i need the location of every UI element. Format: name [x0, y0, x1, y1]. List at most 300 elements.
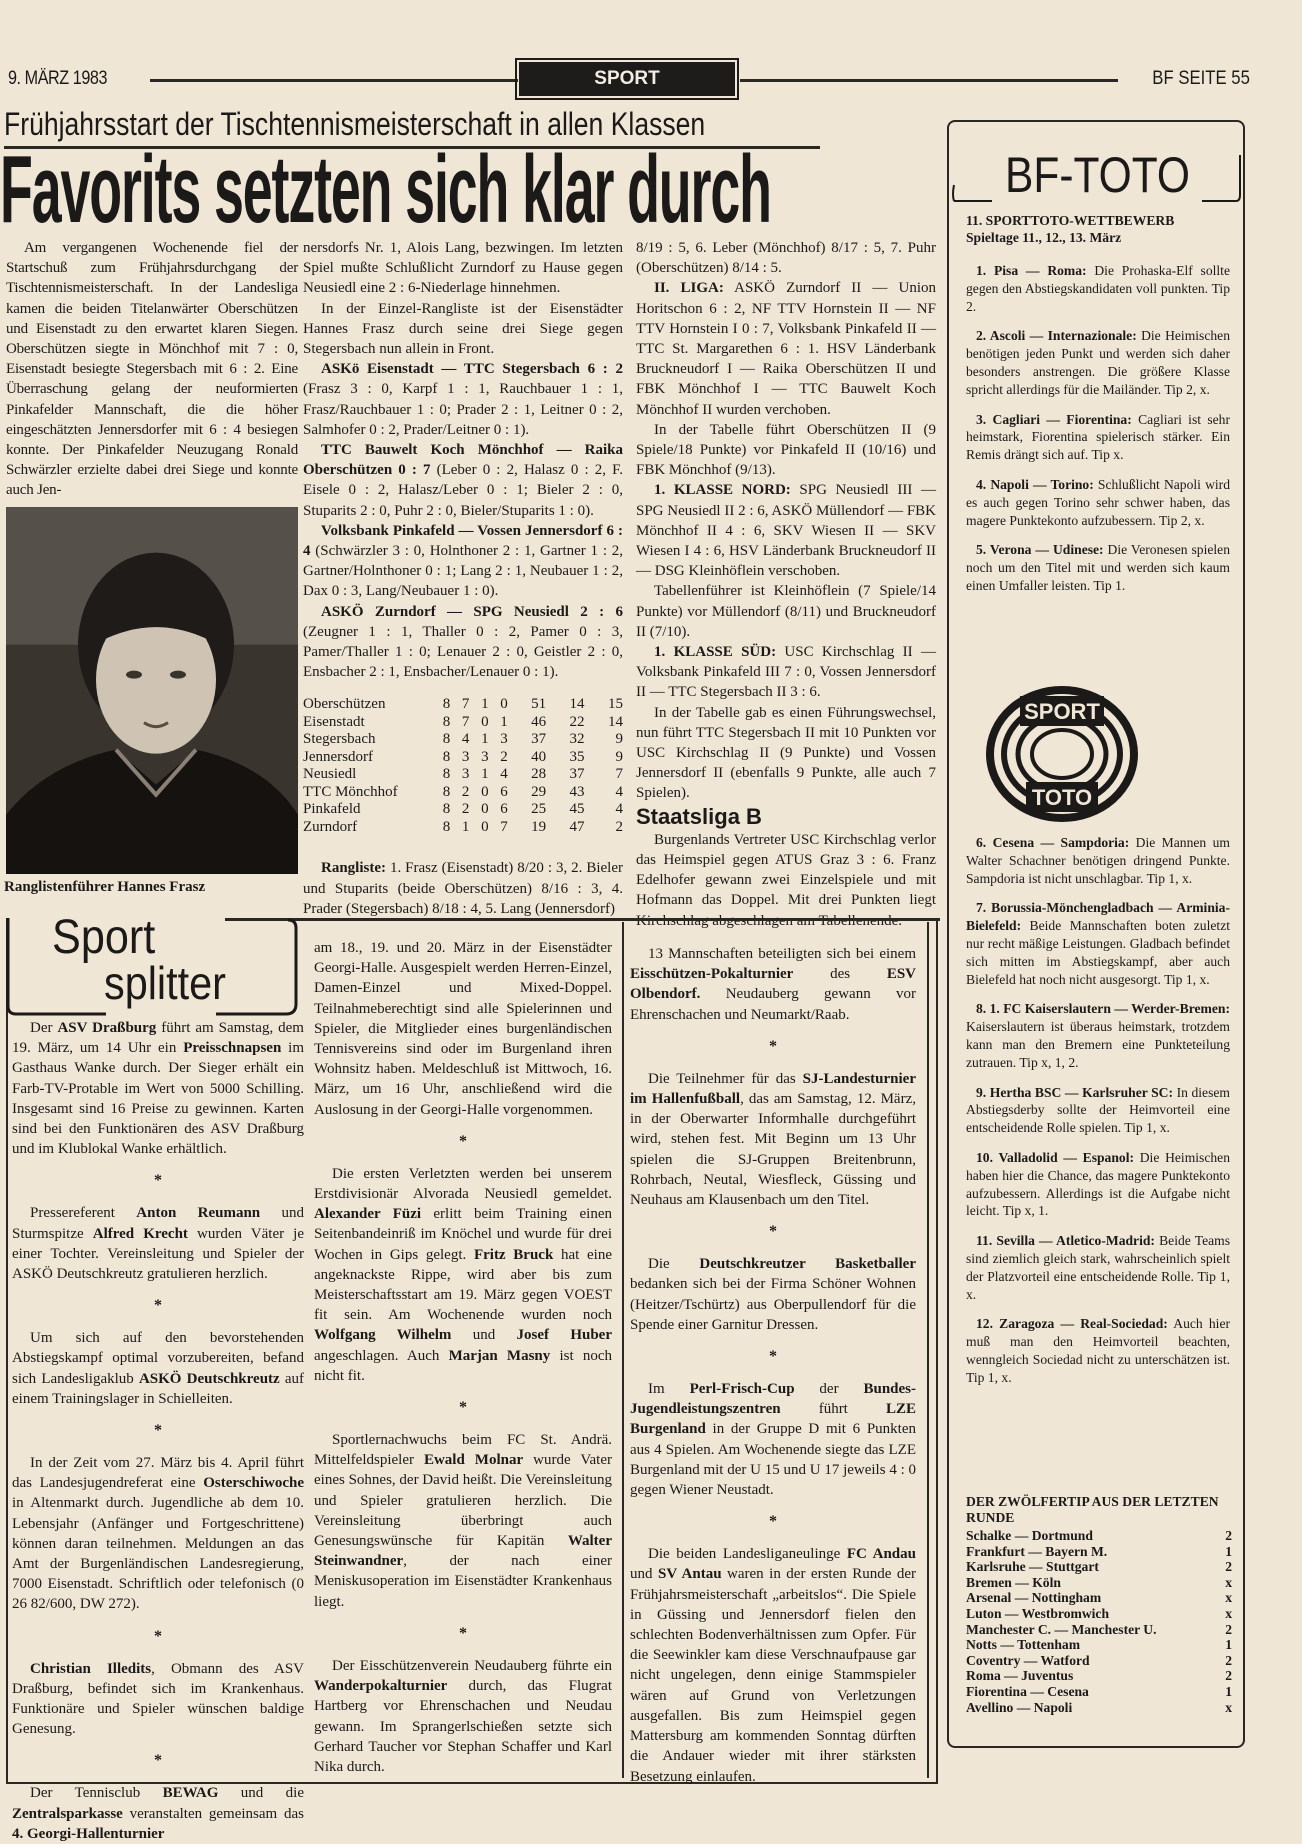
bold-text: FC Andau	[846, 1546, 916, 1563]
table-row	[303, 749, 623, 767]
paragraph	[314, 1656, 612, 1777]
text-run: Die Veronesen spielen noch um den Titel mit und werden sich kaum einen Umfaller leisten. Tip 1.	[966, 542, 1230, 593]
stat-cell: 37	[531, 731, 547, 748]
sportsplitter-column-2	[314, 938, 612, 1777]
bold-text: 7. Borussia-Mönchengladbach — Arminia-Bielefeld:	[966, 900, 1230, 934]
bold-text: 5. Verona — Udinese:	[976, 542, 1104, 558]
text-run: (Frasz 3 : 0, Karpf 1 : 1, Rauchbauer 1 : 1, Frasz/Rauchbauer 1 : 0; Prader 2 : 1, Leitner 0 : 2, Salmhofer 0 : 2, Prader/Leitner 0 : 1).	[303, 381, 623, 438]
separator-asterisk: *	[459, 1624, 467, 1642]
match: Luton — Westbromwich	[966, 1605, 1110, 1621]
text-run: , das am Samstag, 12. März, in der Oberwarter Informhalle durchgeführt wird, stehen fest. Mit Beginn um 13 Uhr spielen die SJ-Gruppen Breitenbrunn, Rohrbach, Neutal, Wiesfleck, Güssing und Neuhaus am Klausenbach um den Titel.	[630, 1091, 916, 1209]
text-run: Auch hier muß man den Heimvorteil beachten, wenngleich Sociedad nicht zu unterschätzen ist. Tip 1, x.	[966, 1316, 1231, 1385]
sport-toto-logo-top: SPORT	[1024, 699, 1100, 724]
stat-cell: 8	[442, 818, 451, 835]
text-run: Die Teilnehmer für das	[648, 1070, 803, 1087]
bold-text: 3. Cagliari — Fiorentina:	[976, 411, 1132, 427]
paragraph	[12, 1328, 304, 1409]
paragraph	[636, 480, 936, 581]
paragraph	[966, 899, 1230, 988]
stat-cell: 1	[481, 766, 489, 783]
stat-cell: 0	[481, 801, 489, 818]
team-name: Jennersdorf	[303, 748, 373, 765]
bold-text: Bundes-Jugendleistungszentren	[630, 1381, 917, 1418]
section-heading: Staatsliga B	[636, 803, 762, 829]
paragraph	[966, 476, 1230, 529]
text-run: In der Tabelle führt Oberschützen II (9 Spiele/18 Punkte) vor Pinkafeld II (10/16) und FBK Mönchhof (9/13).	[636, 421, 936, 479]
section-label: SPORT	[519, 62, 735, 96]
bold-text: Osterschiwoche	[203, 1475, 304, 1492]
result-row	[966, 1700, 1232, 1716]
sportsplitter-column-1	[12, 1018, 304, 1844]
tip: 1	[1225, 1683, 1232, 1699]
text-run: 13 Mannschaften beteiligten sich bei einem	[648, 946, 916, 962]
separator-asterisk: *	[154, 1752, 162, 1770]
result-row	[966, 1575, 1232, 1591]
bold-text: ASV Draßburg	[57, 1020, 157, 1036]
player-photo	[6, 507, 298, 874]
tip: 1	[1225, 1637, 1232, 1653]
stat-cell: 4	[615, 783, 623, 800]
bold-text: BEWAG	[162, 1785, 219, 1802]
paragraph	[303, 299, 623, 360]
photo-caption: Ranglistenführer Hannes Frasz	[4, 879, 206, 895]
toto-tips-1-5	[966, 262, 1230, 595]
bold-text: 11. Sevilla — Atletico-Madrid:	[976, 1233, 1155, 1249]
match: Schalke — Dortmund	[966, 1528, 1093, 1543]
paragraph	[303, 440, 623, 521]
table-row	[303, 784, 623, 802]
stat-cell: 7	[461, 713, 470, 730]
standings-table	[303, 696, 623, 836]
stat-cell: 3	[500, 731, 508, 748]
text-run: Die Prohaska-Elf sollte gegen den Abstiegskandidaten voll punkten. Tip 2.	[966, 263, 1230, 314]
paragraph	[636, 238, 936, 278]
bold-text: 9. Hertha BSC — Karlsruher SC:	[976, 1084, 1173, 1100]
bold-text: Preisschnapsen	[183, 1040, 282, 1057]
result-row	[966, 1544, 1232, 1560]
tip: x	[1225, 1699, 1232, 1715]
paragraph	[966, 541, 1230, 594]
tip: x	[1225, 1605, 1232, 1621]
bold-text: ASKÖ Zurndorf — SPG Neusiedl 2 : 6	[321, 603, 623, 620]
bold-text: Wolfgang Wilhelm	[314, 1327, 452, 1344]
stat-cell: 0	[481, 818, 489, 835]
article-column-1	[6, 238, 298, 501]
bold-text: Josef Huber	[516, 1327, 612, 1344]
tip: 2	[1225, 1621, 1232, 1637]
result-row	[966, 1606, 1232, 1622]
paragraph	[630, 1379, 916, 1500]
bold-text: ASKÖ Deutschkreutz	[138, 1370, 280, 1387]
text-run: waren in der ersten Runde der Frühjahrsmeisterschaft „arbeitslos“. Die Spiele in Güssing und Jennersdorf fielen den schlechten Bodenverhältnissen zum Opfer. Für die Seewinkler kam diese Verschnaufpause gar nicht ungelegen, denn einige Stammspieler wären auf Grund von Verletzungen ausgefallen. Bis zum Heimspiel gegen Mattersburg am kommenden Sonntag dürften die Andauer wieder mit ihrer stärksten Besetzung einlaufen.	[630, 1566, 917, 1785]
stat-cell: 7	[461, 696, 470, 713]
bold-text: Fritz Bruck	[473, 1246, 554, 1263]
bold-text: SV Antau	[657, 1566, 722, 1583]
stat-cell: 3	[481, 748, 489, 765]
text-run: nersdorfs Nr. 1, Alois Lang, bezwingen. Im letzten Spiel mußte Schlußlicht Zurndorf zu Hause gegen Neusiedl eine 2 : 6-Niederlage hinnehmen.	[303, 240, 623, 297]
tip: 2	[1225, 1559, 1232, 1575]
stat-cell: 14	[608, 713, 623, 730]
stat-cell: 40	[531, 748, 547, 765]
stat-cell: 15	[608, 696, 623, 713]
table-row	[303, 766, 623, 784]
bold-text: Ewald Molnar	[423, 1452, 524, 1469]
stat-cell: 47	[569, 818, 585, 835]
text-run: und	[451, 1327, 517, 1344]
stat-cell: 51	[531, 696, 547, 713]
bold-text: Walter Steinwandner	[314, 1533, 612, 1570]
sportsplitter-column-3	[630, 944, 916, 1787]
article-column-3	[636, 238, 936, 931]
text-run: 8/19 : 5, 6. Leber (Mönchhof) 8/17 : 5, 7. Puhr (Oberschützen) 8/14 : 5.	[636, 240, 936, 277]
paragraph	[12, 1203, 304, 1284]
paragraph	[630, 1254, 916, 1335]
stat-cell: 19	[531, 818, 547, 835]
stat-cell: 3	[461, 748, 470, 765]
stat-cell: 9	[615, 748, 623, 765]
separator-asterisk: *	[154, 1627, 162, 1645]
stat-cell: 2	[461, 783, 470, 800]
result-row	[966, 1528, 1232, 1544]
text-run: , Obmann des ASV Draßburg, befindet sich im Krankenhaus. Funktionäre und Spieler wünschen baldige Genesung.	[12, 1660, 305, 1738]
bold-text: Deutschkreutzer Basketballer	[699, 1256, 916, 1273]
stat-cell: 8	[442, 731, 451, 748]
text-run: ASKÖ Zurndorf II — Union Horitschon 6 : 2, NF TTV Hornstein II — NF TTV Hornstein I 0 : 7, Volksbank Pinkafeld II — TTC St. Margarethen 6 : 1. HSV Länderbank Bruckneudorf I — Raika Oberschützen II und FBK Mönchhof I — TTC Bauwelt Koch Mönchhof II wurden verchoben.	[636, 280, 936, 418]
bf-toto-title: BF-TOTO	[1005, 147, 1190, 203]
paragraph	[966, 1149, 1230, 1220]
text-run: Die Heimischen haben hier die Chance, das magere Punktekonto aufzubessern. Allerdings ist die Aufgabe nicht leicht. Tip x, 1.	[966, 1149, 1230, 1219]
separator-asterisk: *	[459, 1399, 467, 1417]
stat-cell: 3	[461, 766, 470, 783]
stat-cell: 8	[442, 801, 451, 818]
text-run: im Gasthaus Wanke durch. Der Sieger erhält ein Farb-TV-Protable im Wert von 5000 Schilling. Insgesamt sind 16 Preise zu gewinnen. Karten sind bei den Funktionären des ASV Draßburg und im Klublokal Wanke erhältlich.	[12, 1040, 305, 1158]
stat-cell: 8	[442, 696, 451, 713]
stat-cell: 22	[569, 713, 585, 730]
tip: 1	[1225, 1543, 1232, 1559]
paragraph	[636, 420, 936, 481]
paragraph	[303, 521, 623, 602]
table-row	[303, 731, 623, 749]
header-rule-left	[150, 79, 518, 82]
last-round-results	[966, 1528, 1232, 1715]
bold-text: 4. Napoli — Torino:	[976, 476, 1094, 492]
stat-cell: 43	[569, 783, 585, 800]
paragraph	[636, 703, 936, 804]
text-run: 1. Frasz (Eisenstadt) 8/20 : 3, 2. Bieler und Stuparits (beide Oberschützen) 8/16 : 3, 4. Prader (Stegersbach) 8/18 : 4, 5. Lang (Jennersdorf)	[303, 860, 623, 917]
bold-text: Alfred Krecht	[92, 1225, 188, 1242]
text-run: Cagliari ist sehr heimstark, Fiorentina spielerisch stärker. Ein Remis drängt sich auf. Tip x.	[966, 411, 1230, 463]
text-run: Am vergangenen Wochenende fiel der Startschuß zum Frühjahrsdurchgang der Tischtennismeisterschaft. In der Landesliga kamen die beiden Titelanwärter Oberschützen und Eisenstadt zu den erwartet klaren Siegen. Oberschützen siegte in Mönchhof mit 7 : 0, Eisenstadt besiegte Stegersbach mit 6 : 2. Eine Überraschung gelang der neuformierten Pinkafelder Mannschaft, die die höher eingeschätzten Jennersdorfer mit 6 : 4 besiegen konnte. Der Pinkafelder Neuzugang Ronald Schwärzler erzielte dabei drei Siege und konnte auch Jen-	[6, 240, 298, 499]
text-run: In diesem Abstiegsderby sollte der Heimvorteil eine entscheidende Rolle spielen. Tip 1, x.	[966, 1084, 1230, 1136]
text-run: Die Heimischen benötigen jeden Punkt und werden sich daher besonders anstrengen. Die größere Klasse spricht allerdings für die Mailänder. Tip 2, x.	[966, 328, 1230, 397]
bold-text: Marjan Masny	[448, 1347, 551, 1364]
text-run: Die beiden Landesliganeulinge	[648, 1546, 847, 1563]
paragraph	[12, 1783, 304, 1844]
match: Manchester C. — Manchester U.	[966, 1621, 1157, 1637]
tip: 2	[1225, 1528, 1232, 1543]
tip: x	[1225, 1590, 1232, 1606]
paragraph	[636, 278, 936, 419]
tip: 2	[1225, 1668, 1232, 1684]
stat-cell: 37	[569, 766, 585, 783]
stat-cell: 0	[500, 696, 508, 713]
stat-cell: 7	[615, 766, 623, 783]
bold-text: Zentralsparkasse	[12, 1805, 123, 1822]
text-run: Um sich auf den bevorstehenden Abstiegskampf optimal vorzubereiten, befand sich Landesligaklub	[12, 1330, 304, 1387]
table-row	[303, 819, 623, 837]
text-run: Schlußlicht Napoli wird es auch gegen Torino sehr schwer haben, das magere Punktekonto aufzubessern. Tip 2, x.	[966, 476, 1230, 528]
bold-text: 4. Georgi-Hallenturnier	[12, 1825, 165, 1842]
match: Coventry — Watford	[966, 1652, 1090, 1668]
stat-cell: 4	[615, 801, 623, 818]
text-run: und Sturmspitze	[12, 1205, 304, 1242]
match: Karlsruhe — Stuttgart	[966, 1559, 1099, 1575]
bold-text: Christian Illedits	[30, 1660, 152, 1677]
team-name: TTC Mönchhof	[303, 783, 398, 800]
stat-cell: 0	[481, 713, 489, 730]
text-run: führt am Samstag, dem 19. März, um 14 Uhr ein	[12, 1020, 304, 1057]
table-row	[303, 696, 623, 714]
text-run: Die ersten Verletzten werden bei unserem Erstdivisionär Alvorada Neusiedl gemeldet.	[314, 1165, 612, 1203]
stat-cell: 8	[442, 748, 451, 765]
text-run: Beide Mannschaften boten zuletzt nur recht mäßige Leistungen. Gladbach befindet sich mitten im Abstiegskampf, aber auch Bielefeld hat noch nicht ausgesorgt. Tip 1, x.	[966, 918, 1230, 987]
bold-text: Wanderpokalturnier	[314, 1678, 448, 1695]
stat-cell: 7	[500, 818, 508, 835]
team-name: Pinkafeld	[303, 801, 361, 818]
match: Roma — Juventus	[966, 1668, 1074, 1684]
stat-cell: 2	[615, 818, 623, 835]
bold-text: Alexander Füzi	[314, 1206, 422, 1223]
stat-cell: 4	[461, 731, 470, 748]
paragraph	[303, 858, 623, 919]
stat-cell: 32	[569, 731, 585, 748]
bold-text: 1. KLASSE NORD:	[654, 482, 791, 499]
stat-cell: 1	[461, 818, 470, 835]
bold-text: Perl-Frisch-Cup	[689, 1381, 795, 1398]
paragraph	[12, 1018, 304, 1159]
sportsplitter-top-rule	[225, 918, 940, 921]
text-run: am 18., 19. und 20. März in der Eisenstädter Georgi-Halle. Ausgespielt werden Herren-Einzel, Damen-Einzel und Mixed-Doppel. Teilnahmeberechtigt sind alle Spielerinnen und Spieler, die Mitglieder eines burgenländischen Tennisvereins sind oder im Burgenland ihren Wohnsitz haben. Meldeschluß ist Mittwoch, 16. März, um 16 Uhr, anschließend wird die Auslosung in der Georgi-Halle vorgenommen.	[314, 940, 612, 1118]
bold-text: 12. Zaragoza — Real-Sociedad:	[976, 1316, 1168, 1332]
toto-competition: 11. SPORTTOTO-WETTBEWERB	[966, 213, 1175, 228]
sport-toto-logo	[986, 686, 1138, 822]
sportsplitter-logo-sport: Sport	[52, 911, 156, 964]
bold-text: ESV Olbendorf.	[630, 966, 916, 1003]
text-run: Der Tennisclub	[30, 1785, 163, 1802]
stat-cell: 45	[569, 801, 585, 818]
text-run: bedanken sich bei der Firma Schöner Wohnen (Heitzer/Tschürtz) aus Oberpullendorf für die Spende einer Garnitur Dressen.	[630, 1276, 916, 1333]
match: Bremen — Köln	[966, 1574, 1061, 1590]
paragraph	[966, 262, 1230, 315]
bold-text: LZE Burgenland	[630, 1401, 916, 1438]
text-run: (Leber 0 : 2, Halasz 0 : 2, F. Eisele 0 : 2, Halasz/Leber 0 : 1; Bieler 2 : 0, Stuparits 2 : 0, Puhr 2 : 0, Bieler/Stuparits 1 : 0).	[303, 462, 624, 519]
toto-matchdays: Spieltage 11., 12., 13. März	[966, 230, 1122, 245]
paragraph	[303, 602, 623, 683]
separator-asterisk: *	[769, 1348, 777, 1366]
article-headline: Favorits setzten sich klar durch	[0, 136, 771, 243]
paragraph	[630, 1544, 916, 1786]
text-run: und die	[218, 1785, 304, 1802]
separator-asterisk: *	[769, 1037, 777, 1055]
stat-cell: 6	[500, 783, 508, 800]
text-run: SPG Neusiedl III — SPG Neusiedl II 2 : 6, ASKÖ Müllendorf — FBK Mönchhof II 4 : 6, SKV Wiesen II — SKV Wiesen I 4 : 6, HSV Länderbank Bruckneudorf II — DSG Kleinhöflein verschoben.	[636, 482, 937, 580]
bold-text: ASKö Eisenstadt — TTC Stegersbach 6 : 2	[321, 361, 623, 378]
paragraph	[6, 238, 298, 501]
issue-date: 9. MÄRZ 1983	[8, 68, 108, 89]
paragraph	[12, 1659, 304, 1740]
last-round-table	[966, 1528, 1232, 1715]
separator-asterisk: *	[459, 1132, 467, 1150]
text-run: veranstalten gemeinsam das	[122, 1805, 304, 1822]
bold-text: 10. Valladolid — Espanol:	[976, 1149, 1135, 1165]
text-run: ist noch nicht fit.	[314, 1347, 612, 1384]
bold-text: 1. KLASSE SÜD:	[654, 644, 777, 661]
separator-asterisk: *	[769, 1223, 777, 1241]
table-row	[303, 801, 623, 819]
result-row	[966, 1590, 1232, 1606]
text-run: (Schwärzler 3 : 0, Holnthoner 2 : 1, Gartner 1 : 2, Gartner/Holnthoner 0 : 1; Lang 2 : 1, Neubauer 1 : 2, Dax 0 : 3, Lang/Neubauer 1 : 0).	[303, 543, 623, 600]
result-row	[966, 1668, 1232, 1684]
bold-text: 2. Ascoli — Internazionale:	[976, 328, 1137, 344]
result-row	[966, 1559, 1232, 1575]
last-round-heading: DER ZWÖLFERTIP AUS DER LETZTEN RUNDE	[966, 1494, 1219, 1525]
text-run: wurden Väter je einer Tochter. Vereinsleitung und Spieler der ASKÖ Deutschkreutz gratulieren herzlich.	[12, 1225, 304, 1283]
text-run: Im	[648, 1381, 690, 1398]
stat-cell: 9	[615, 731, 623, 748]
match: Fiorentina — Cesena	[966, 1683, 1089, 1699]
paragraph	[966, 327, 1230, 398]
stat-cell: 28	[531, 766, 547, 783]
article-column-1-wrapper	[6, 238, 298, 896]
header-rule-right	[740, 79, 1118, 82]
stat-cell: 8	[442, 713, 451, 730]
bold-text: II. LIGA:	[654, 280, 724, 297]
result-row	[966, 1684, 1232, 1700]
text-run: In der Tabelle gab es einen Führungswechsel, nun führt TTC Stegersbach II mit 10 Punkten vor USC Kirchschlag II (9 Punkte) und Vossen Jennersdorf II (ebenfalls 9 Punkte, alle auch 7 Spielen).	[636, 704, 936, 802]
text-run: in der Gruppe D mit 6 Punkten aus 4 Spielen. Am Wochenende siegte das LZE Burgenland mit der U 15 und U 17 jeweils 4 : 0 gegen Wiener Neustadt.	[630, 1421, 916, 1499]
bold-text: Anton Reumann	[136, 1205, 261, 1222]
stat-cell: 8	[442, 783, 451, 800]
text-run: Der Eisschützenverein Neudauberg führte ein	[332, 1657, 612, 1674]
text-run: der	[794, 1381, 864, 1398]
match: Avellino — Napoli	[966, 1699, 1073, 1715]
paragraph	[303, 359, 623, 440]
text-run: (Zeugner 1 : 1, Thaller 0 : 2, Pamer 0 : 3, Pamer/Thaller 1 : 0; Lenauer 2 : 0, Geistler 2 : 0, Ensbacher 2 : 1, Ensbacher/Lenauer 0 : 1).	[303, 623, 623, 681]
bold-text: 6. Cesena — Sampdoria:	[976, 835, 1130, 850]
bold-text: Eisschützen-Pokalturnier	[630, 966, 794, 983]
text-run: auf einem Trainingslager in Schielleiten.	[12, 1370, 305, 1407]
separator-asterisk: *	[154, 1297, 162, 1315]
paragraph	[636, 642, 936, 703]
article-column-2	[303, 238, 623, 919]
stat-cell: 2	[500, 748, 508, 765]
paragraph	[303, 238, 623, 299]
text-run: Sportlernachwuchs beim FC St. Andrä. Mittelfeldspieler	[314, 1432, 612, 1469]
stat-cell: 46	[531, 713, 547, 730]
paragraph	[966, 1232, 1230, 1303]
text-run: des	[793, 966, 887, 983]
tip: x	[1225, 1574, 1232, 1590]
team-name: Zurndorf	[303, 818, 358, 835]
stat-cell: 4	[500, 766, 508, 783]
text-run: Pressereferent	[30, 1205, 137, 1222]
paragraph	[630, 1069, 916, 1210]
paragraph	[636, 830, 936, 931]
text-run: wurde Vater eines Sohnes, der David heißt. Die Vereinsleitung und Spieler gratulieren herzlich. Die Vereinsleitung überbringt auch Genesungswünsche für Kapitän	[314, 1452, 612, 1550]
stat-cell: 29	[531, 783, 547, 800]
text-run: Beide Teams sind ziemlich gleich stark, wahrscheinlich spielt der Platzvorteil eine entscheidende Rolle. Tip 1, x.	[966, 1233, 1230, 1302]
match: Arsenal — Nottingham	[966, 1590, 1102, 1606]
separator-asterisk: *	[769, 1513, 777, 1531]
text-run: in Altenmarkt durch. Jugendliche ab dem 10. Lebensjahr (Anfänger und Fortgeschrittene) können daran teilnehmen. Meldungen an das Amt der Burgenländischen Landesregierung, 7000 Eisenstadt. Schriftlich oder telefonisch (0 26 82/600, DW 272).	[12, 1495, 304, 1613]
text-run: USC Kirchschlag II — Volksbank Pinkafeld III 7 : 0, Vossen Jennersdorf II — TTC Stegersbach II 3 : 6.	[636, 644, 936, 701]
bold-text: SJ-Landesturnier im Hallenfußball	[630, 1070, 916, 1108]
paragraph	[966, 411, 1230, 464]
text-run: In der Einzel-Rangliste ist der Eisenstädter Hannes Frasz durch seine drei Siege gegen Stegersbach nun allein in Front.	[303, 300, 623, 358]
separator-asterisk: *	[154, 1172, 162, 1190]
separator-asterisk: *	[154, 1422, 162, 1440]
tip: 2	[1225, 1652, 1232, 1668]
text-run: hat eine angeknackste Rippe, wird aber bis zum Meisterschaftsstart am 19. März gegen VOEST fit sein. Am Wochenende wurden noch	[314, 1246, 612, 1324]
bold-text: 8. 1. FC Kaiserslautern — Werder-Bremen:	[976, 1001, 1230, 1017]
team-name: Oberschützen	[303, 696, 386, 713]
team-name: Eisenstadt	[303, 713, 365, 730]
text-run: durch, das Flugrat Hartberg vor Ehrenschachen und Neudau gewann. Im Sprangerlschießen setzte sich Gerhard Taucher vor Stephan Schaffer und Karl Nika durch.	[314, 1678, 612, 1775]
paragraph	[966, 834, 1230, 887]
stat-cell: 14	[569, 696, 585, 713]
table-row	[303, 714, 623, 732]
paragraph	[12, 1453, 304, 1615]
paragraph	[966, 1000, 1230, 1071]
stat-cell: 1	[481, 696, 489, 713]
stat-cell: 6	[500, 801, 508, 818]
text-run: Die	[648, 1256, 700, 1273]
article-kicker: Frühjahrsstart der Tischtennismeisterschaft in allen Klassen	[4, 106, 706, 142]
text-run: Kaiserslautern ist überaus heimstark, trotzdem kann man den Bremern eine Punkteteilung zutrauen. Tip x, 1, 2.	[966, 1019, 1230, 1070]
paragraph	[630, 944, 916, 1025]
stat-cell: 8	[442, 766, 451, 783]
team-name: Stegersbach	[303, 731, 376, 748]
paragraph	[636, 581, 936, 642]
stat-cell: 2	[461, 801, 470, 818]
text-run: , der nach einer Meniskusoperation im Eisenstädter Krankenhaus liegt.	[314, 1553, 612, 1610]
result-row	[966, 1622, 1232, 1638]
text-run: Burgenlands Vertreter USC Kirchschlag verlor das Heimspiel gegen ATUS Graz 3 : 6. Franz Edelhofer gewann zwei Einzelspiele und mit Hofmann das Doppel. Mit drei Punkten liegt	[636, 831, 936, 909]
text-run: In der Zeit vom 27. März bis 4. April führt das Landesjugendreferat eine	[12, 1455, 304, 1492]
text-run: führt	[780, 1401, 886, 1418]
stat-cell: 1	[481, 731, 489, 748]
paragraph	[314, 1430, 612, 1612]
text-run: erlitt beim Training einen Seitenbandeinriß im Knöchel und wurde für drei Wochen in Gips gelegt.	[314, 1206, 612, 1263]
text-run: Der	[30, 1020, 58, 1036]
match: Notts — Tottenham	[966, 1637, 1081, 1653]
stat-cell: 25	[531, 801, 547, 818]
match: Frankfurt — Bayern M.	[966, 1543, 1108, 1559]
text-run: angeschlagen. Auch	[314, 1347, 449, 1364]
page-number: BF SEITE 55	[1152, 68, 1250, 89]
text-run: Die Mannen um Walter Schachner benötigen dringend Punkte. Sampdoria ist nicht unschlagbar. Tip 1, x.	[966, 835, 1230, 886]
text-run: Tabellenführer ist Kleinhöflein (7 Spiele/14 Punkte) vor Müllendorf (8/11) und Bruckneudorf II (7/10).	[636, 583, 936, 640]
stat-cell: 1	[500, 713, 508, 730]
bold-text: Rangliste:	[321, 860, 386, 877]
paragraph	[314, 938, 612, 1120]
sport-toto-logo-bottom: TOTO	[1031, 785, 1093, 810]
team-name: Neusiedl	[303, 766, 357, 783]
paragraph	[966, 1315, 1230, 1386]
stat-cell: 35	[569, 748, 585, 765]
bold-text: Volksbank Pinkafeld — Vossen Jennersdorf 6 : 4	[303, 522, 623, 560]
result-row	[966, 1653, 1232, 1669]
